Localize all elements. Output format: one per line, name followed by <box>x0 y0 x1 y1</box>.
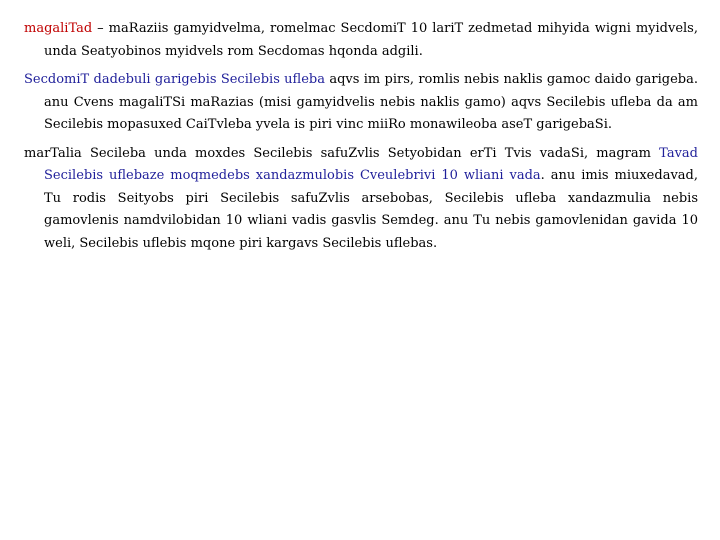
example-text: – maRaziis gamyidvelma, romelmac SecdomiT 10 lariT zedmetad mihyida wigni myidvels, unda Seatyobinos myidvels rom Secdomas hqonda adgili. <box>44 21 698 59</box>
example-term: magaliTad <box>24 21 93 36</box>
highlight-rescission-right: SecdomiT dadebuli garigebis Secilebis ufleba <box>24 72 325 87</box>
text-body <box>24 18 698 261</box>
limitation-intro-text: marTalia Secileba unda moxdes Secilebis safuZvlis Setyobidan erTi Tvis vadaSi, magram <box>24 145 660 161</box>
rescission-right-text: aqvs im pirs, romlis nebis naklis gamoc daido garigeba. anu Cvens magaliTSi maRazias (misi gamyidvelis nebis naklis gamo) aqvs Secilebis ufleba da am Secilebis mopasuxed CaiTvleba yvela is piri vinc miiRo monawileoba aseT garigebaSi. <box>44 72 698 132</box>
paragraph-limitation-period <box>24 143 698 256</box>
paragraph-example <box>24 18 698 63</box>
paragraph-right-of-rescission <box>24 69 698 137</box>
limitation-detail-text: . anu imis miuxedavad, Tu rodis Seityobs piri Secilebis safuZvlis arsebobas, Secilebis ufleba xandazmulia nebis gamovlenis namdvilobidan 10 wliani vadis gasvlis Semdeg. anu Tu nebis gamovlenidan gavida 10 weli, Secilebis uflebis mqone piri kargavs Secilebis uflebas. <box>44 168 698 251</box>
highlight-limitation-period: Tavad Secilebis uflebaze moqmedebs xandazmulobis Cveulebrivi 10 wliani vada <box>44 145 698 183</box>
